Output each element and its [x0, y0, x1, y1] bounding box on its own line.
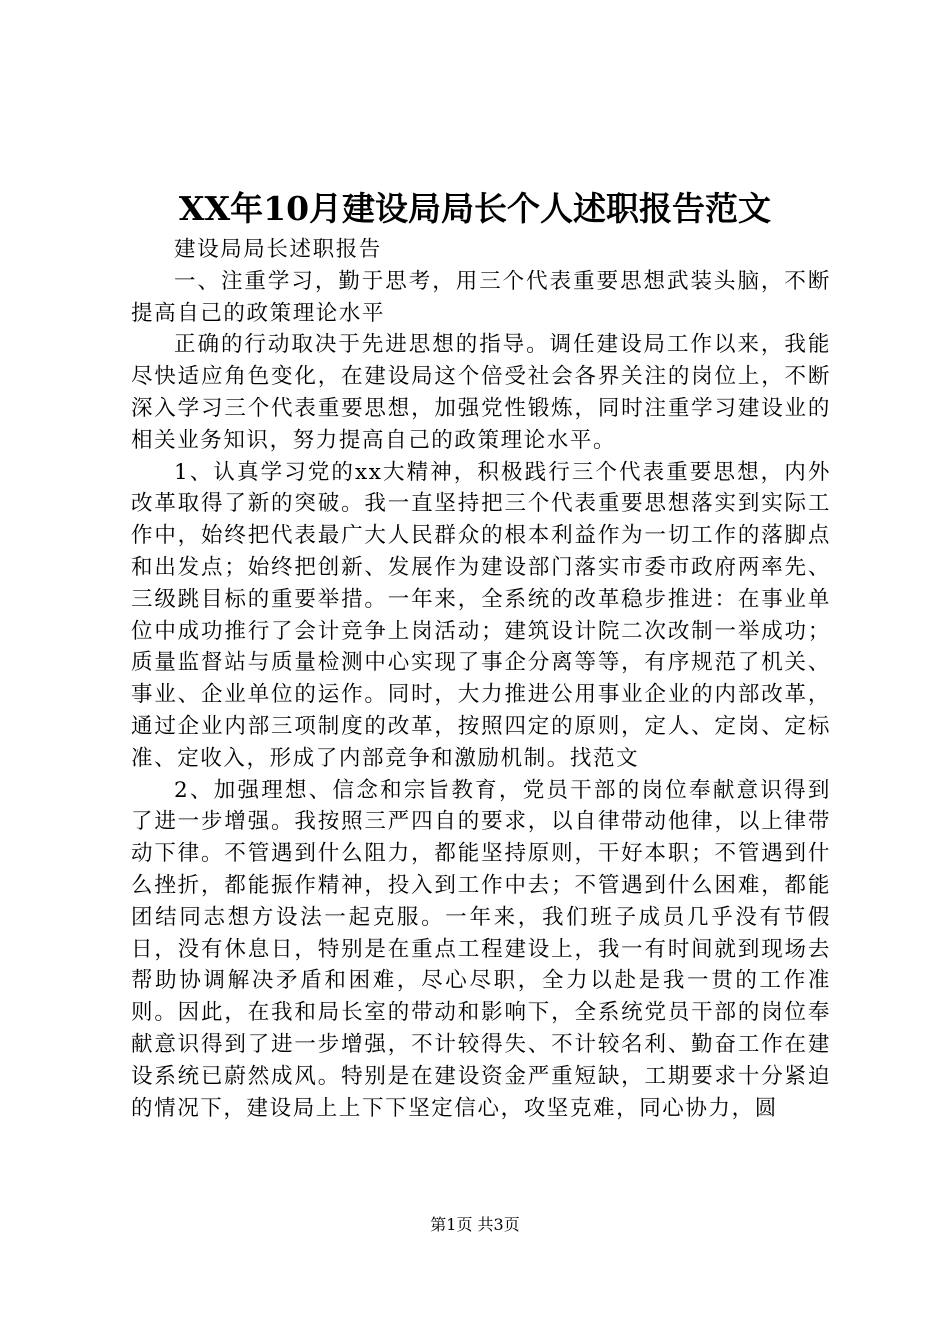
page-footer: 第1页 共3页 [430, 1215, 520, 1234]
body-paragraph: 1、认真学习党的xx大精神，积极践行三个代表重要思想，内外改革取得了新的突破。我一直坚持把三个代表重要思想落实到实际工作中，始终把代表最广大人民群众的根本利益作为一切工作的落脚点和出发点；始终把创新、发展作为建设部门落实市委市政府两率先、三级跳目标的重要举措。一年来，全系统的改革稳步推进：在事业单位中成功推行了会计竞争上岗活动；建筑设计院二次改制一举成功；质量监督站与质量检测中心实现了事企分离等等，有序规范了机关、事业、企业单位的运作。同时，大力推进公用事业企业的内部改革，通过企业内部三项制度的改革，按照四定的原则，定人、定岗、定标准、定收入，形成了内部竞争和激励机制。找范文 [131, 459, 831, 771]
section-heading-1: 一、注重学习，勤于思考，用三个代表重要思想武装头脑，不断提高自己的政策理论水平 [131, 268, 831, 326]
document-body [131, 234, 831, 1124]
document-title: XX年10月建设局局长个人述职报告范文 [178, 189, 772, 228]
body-paragraph: 正确的行动取决于先进思想的指导。调任建设局工作以来，我能尽快适应角色变化，在建设局这个倍受社会各界关注的岗位上，不断深入学习三个代表重要思想，加强党性锻炼，同时注重学习建设业的相关业务知识，努力提高自己的政策理论水平。 [131, 332, 831, 453]
report-heading: 建设局局长述职报告 [174, 237, 382, 262]
body-paragraph: 2、加强理想、信念和宗旨教育，党员干部的岗位奉献意识得到了进一步增强。我按照三严四自的要求，以自律带动他律，以上律带动下律。不管遇到什么阻力，都能坚持原则，干好本职；不管遇到什么挫折，都能振作精神，投入到工作中去；不管遇到什么困难，都能团结同志想方设法一起克服。一年来，我们班子成员几乎没有节假日，没有休息日，特别是在重点工程建设上，我一有时间就到现场去帮助协调解决矛盾和困难，尽心尽职，全力以赴是我一贯的工作准则。因此，在我和局长室的带动和影响下，全系统党员干部的岗位奉献意识得到了进一步增强，不计较得失、不计较名利、勤奋工作在建设系统已蔚然成风。特别是在建设资金严重短缺，工期要求十分紧迫的情况下，建设局上上下下坚定信心，攻坚克难，同心协力，圆 [131, 777, 831, 1121]
